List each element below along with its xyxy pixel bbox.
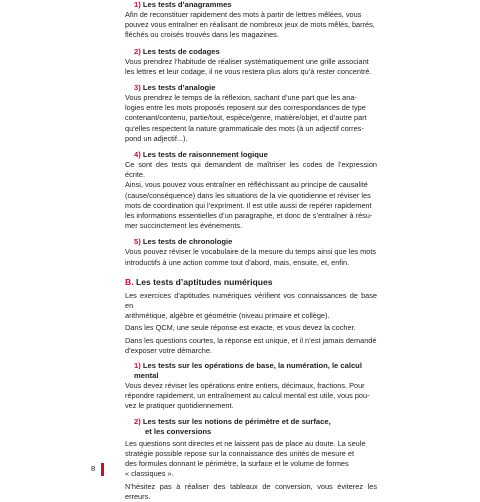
paragraph-line: d’exposer votre démarche. [125,345,212,355]
part-b-numeriques [125,277,377,502]
paragraph-line: Dans les QCM, une seule réponse est exacte, et vous devez la cocher. [125,323,356,333]
paragraph-line: « classiques ». [125,469,174,479]
section-title: Les tests de chronologie [142,237,233,247]
paragraph-line: Dans les questions courtes, la réponse est unique, et il n’est jamais demandé [125,335,377,345]
paragraph-line: Ainsi, vous pouvez vous entraîner en réfléchissant au principe de causalité [125,180,368,190]
section-heading [125,237,377,247]
section-title: Les tests sur les notions de périmètre et de surface, [142,416,331,426]
section-title: Les tests de raisonnement logique [142,150,268,160]
paragraph-line: pouvez vous entraîner en réalisant de nombreux jeux de mots mêlés, barrés, [125,20,375,30]
paragraph-line: Afin de reconstituer rapidement des mots à partir de lettres mêlées, vous [125,10,362,19]
section-heading [125,83,377,93]
part-title: Les tests d’aptitudes numériques [135,276,273,287]
intro-paragraph [125,323,377,333]
section-analogie [125,83,377,144]
paragraph-line: arithmétique, algèbre et géométrie (niveau primaire et collège). [125,311,330,321]
section-number: 3) [134,83,141,93]
paragraph-line: N’hésitez pas à réaliser des tableaux de conversion, vous éviterez les erreurs. [125,481,377,501]
section-number: 5) [134,237,141,247]
page-body [125,0,377,502]
subsection-perimetre-surface [125,417,377,502]
section-raisonnement-logique [125,150,377,231]
paragraph-line: vez le pratiquer quotidiennement. [125,401,234,411]
paragraph-line: répondre rapidement, un entraînement au calcul mental est utile, vous pou- [125,391,370,401]
paragraph-line: les informations essentielles d’un paragraphe, et donc de s’entraîner à résu- [125,211,373,221]
section-heading [125,150,377,160]
section-heading [125,0,377,10]
section-chronologie [125,237,377,267]
section-heading [125,417,377,427]
section-heading [125,361,377,381]
paragraph-line: introductifs à une action comme tout d’abord, mais, ensuite, et, enfin. [125,257,350,267]
section-title-continued: et les conversions [145,426,212,436]
section-title: Les tests sur les opérations de base, la numération, le calcul mental [134,361,362,381]
paragraph-line: les lettres et leur codage, il ne vous restera plus alors qu’à rester concentré. [125,66,372,76]
section-title: Les tests d’analogie [142,83,216,93]
paragraph-line: stratégie possible repose sur la connaissance des unités de mesure et [125,448,355,458]
paragraph-line: Ce sont des tests qui demandent de maîtriser les codes de l’expression écrite. [125,160,377,180]
paragraph-line: Vous prendrez l’habitude de réaliser systématiquement une grille associant [125,56,369,66]
part-letter: B. [125,276,134,287]
paragraph-line: pond un adjectif...). [125,133,188,143]
section-number: 2) [134,416,141,426]
paragraph [125,439,377,480]
paragraph-line: (cause/conséquence) dans les situations de la vie quotidienne et réviser les [125,190,371,200]
section-title: Les tests d’anagrammes [142,0,232,9]
section-anagrammes [125,0,377,41]
section-title: Les tests de codages [142,46,220,56]
paragraph-line: des formules donnant le périmètre, la surface et le volume de formes [125,459,349,469]
paragraph-line: Vous prendrez le temps de la réflexion, sachant d’une part que les ana- [125,93,357,103]
paragraph-line: mots de coordination qui l’expriment. Il est utile aussi de repérer rapidement [125,200,372,210]
page-marker-bar [101,463,104,476]
paragraph-line: Vous devez réviser les opérations entre entiers, décimaux, fractions. Pour [125,381,365,391]
paragraph-line: Les questions sont directes et ne laissent pas de place au doute. La seule [125,438,366,448]
paragraph-line: qu’elles respectent la nature grammaticale des mots (à un adjectif corres- [125,123,364,133]
paragraph-line: fléchés ou croisés trouvés dans les magazines. [125,30,279,40]
page-number: 8 [91,464,96,473]
paragraph-line: contenant/contenu, partie/tout, espèce/genre, matière/objet, et d’autre part [125,113,367,123]
paragraph-line: logies entre les mots proposés reposent sur des correspondances de type [125,103,366,113]
section-number: 4) [134,150,141,160]
intro-paragraph [125,291,377,322]
section-number: 1) [134,361,141,371]
section-heading [125,47,377,57]
section-number: 2) [134,46,141,56]
intro-paragraph [125,336,377,356]
section-codages [125,47,377,77]
subsection-operations [125,361,377,412]
section-number: 1) [134,0,141,9]
paragraph-line: mer succinctement les événements. [125,221,243,231]
paragraph-line: Les exercices d’aptitudes numériques vérifient vos connaissances de base en [125,290,377,311]
part-heading [125,277,377,288]
paragraph-line: Vous pouvez réviser le vocabulaire de la mesure du temps ainsi que les mots [125,247,377,257]
